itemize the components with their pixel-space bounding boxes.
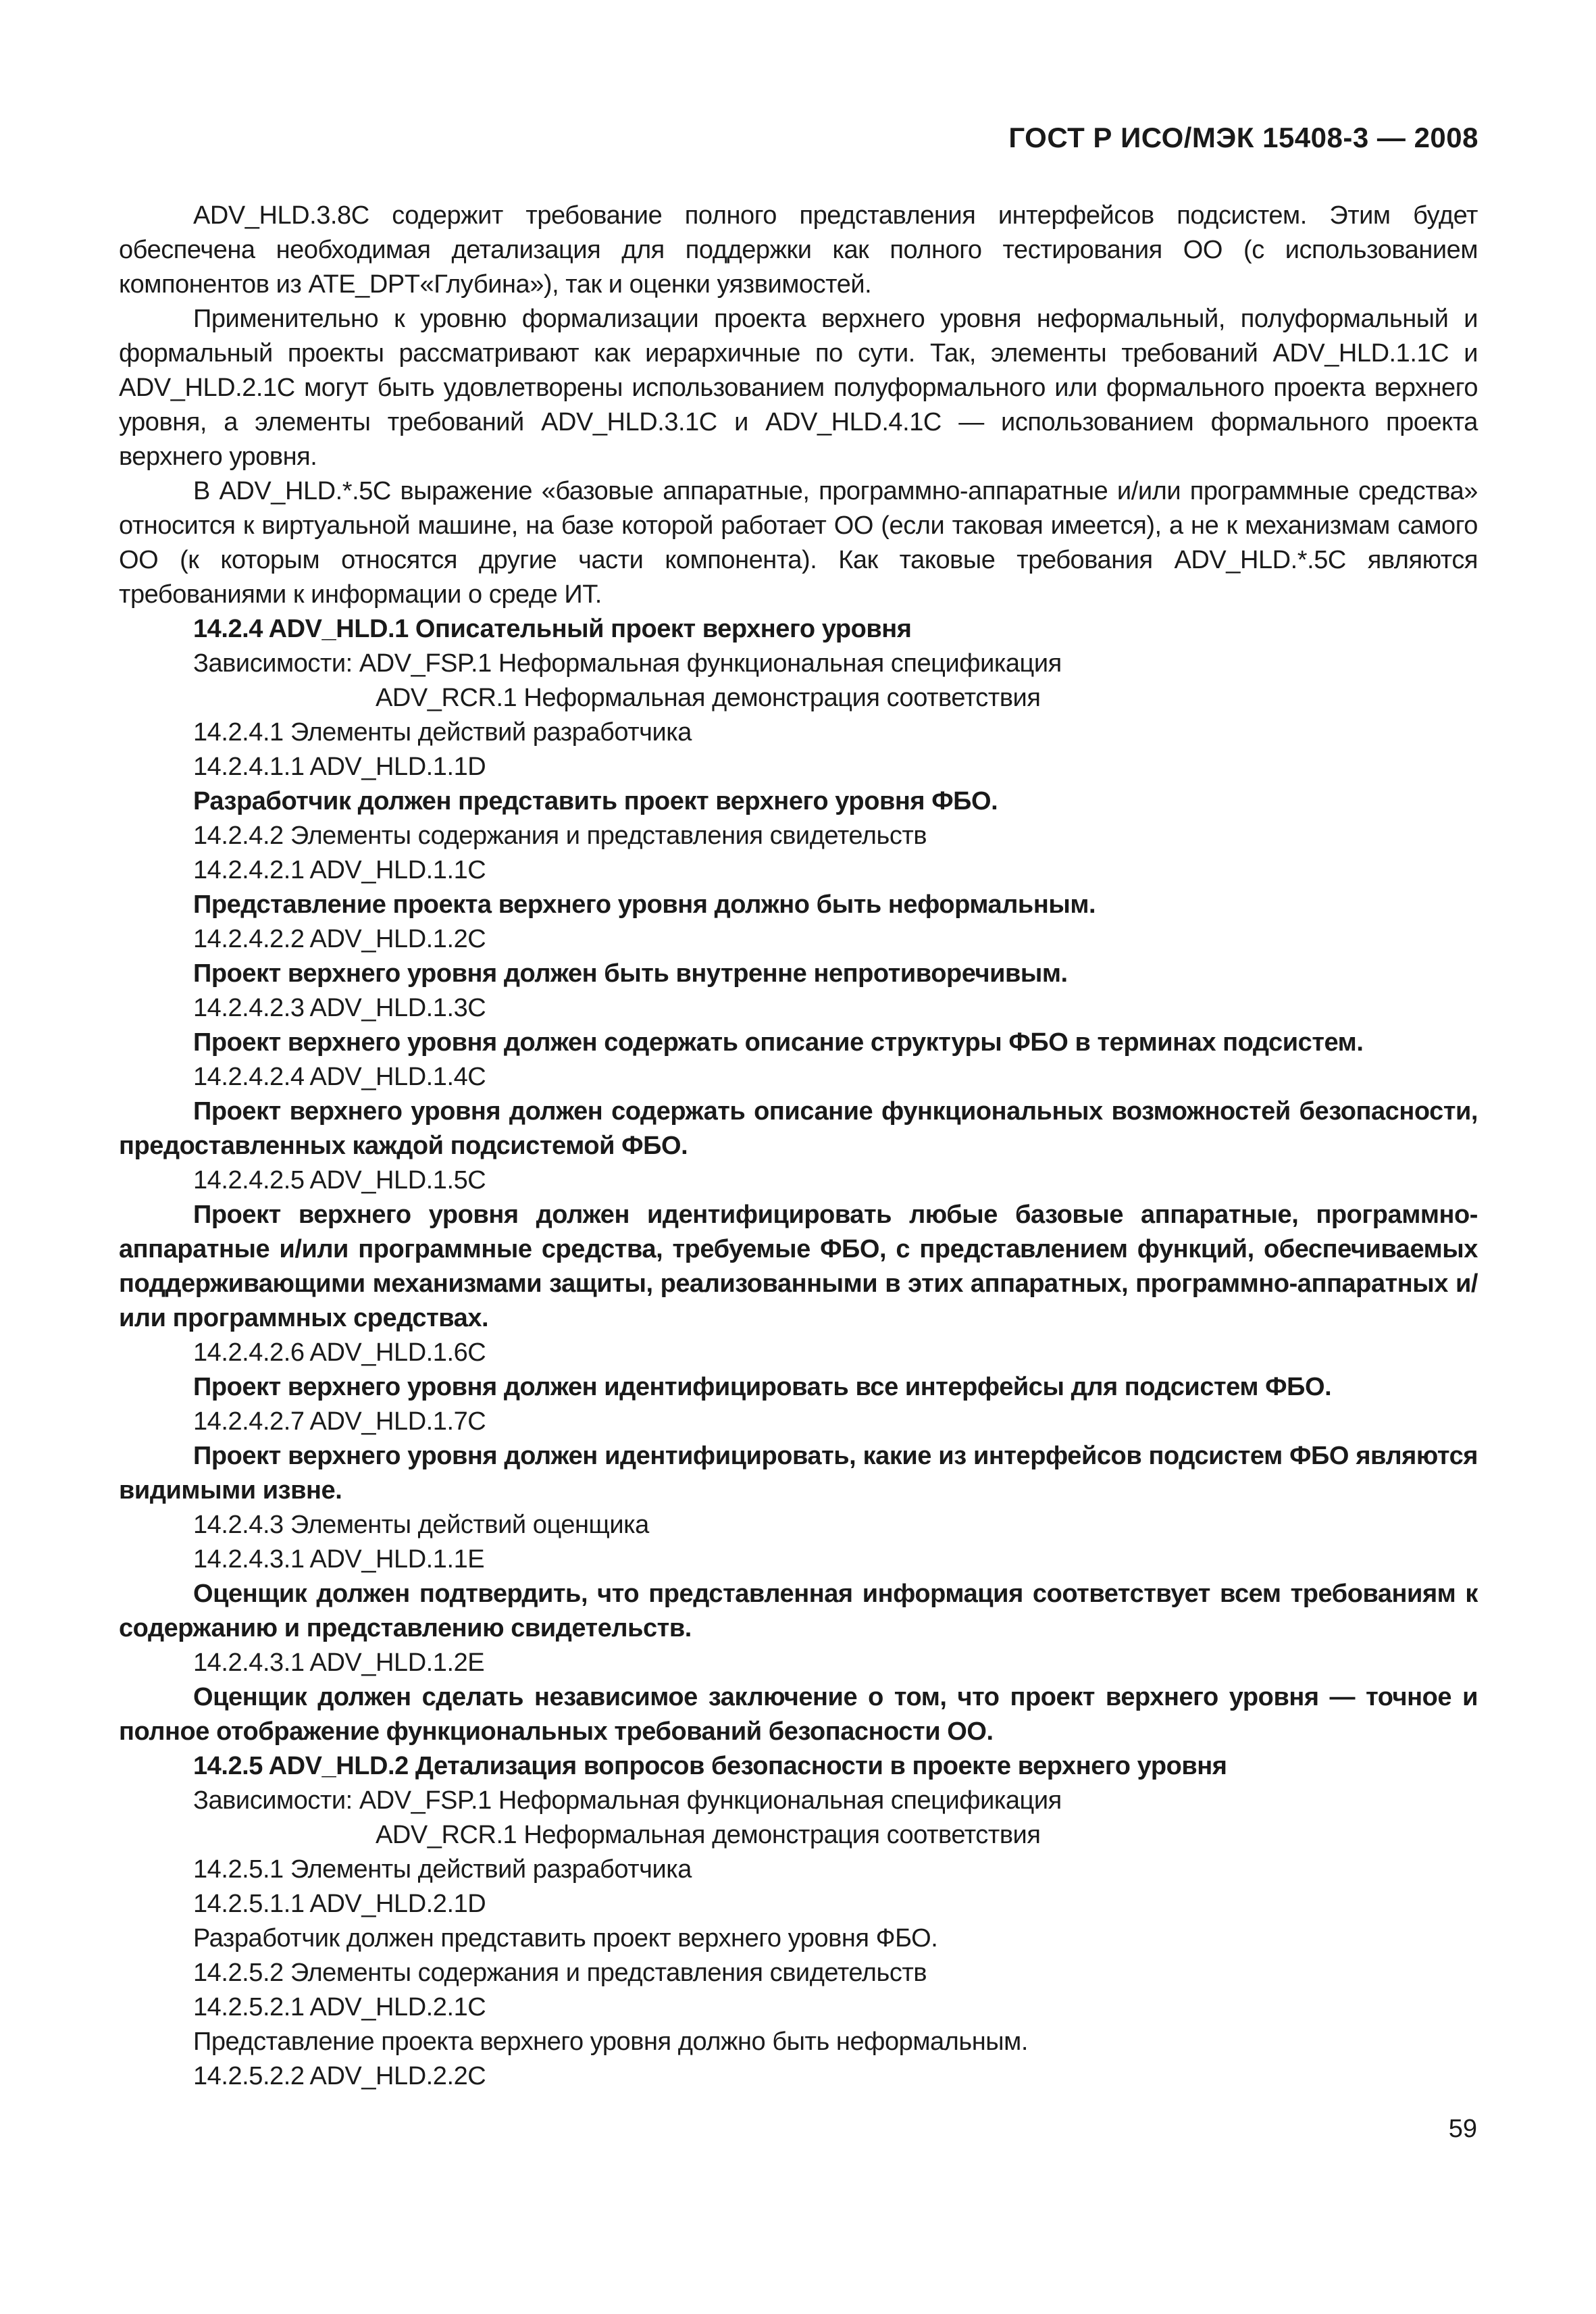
subsection-heading: 14.2.4.1 Элементы действий разработчика	[193, 718, 692, 747]
requirement-text: Проект верхнего уровня должен идентифицировать, какие из интерфейсов подсистем ФБО являются видимыми извне.	[119, 1442, 1478, 1505]
dependency-line: Зависимости: ADV_FSP.1 Неформальная функциональная спецификация	[193, 649, 1062, 678]
dependency-line: Зависимости: ADV_FSP.1 Неформальная функциональная спецификация	[193, 1786, 1062, 1815]
element-id: 14.2.4.2.3 ADV_HLD.1.3C	[193, 994, 486, 1022]
paragraph-hld-3-8c: ADV_HLD.3.8C содержит требование полного представления интерфейсов подсистем. Этим будет обеспечена необходимая детализация для поддержки как полного тестирования ОО (с использованием компонентов из ATE_DPT«Глубина»), так и оценки уязвимостей.	[119, 201, 1478, 299]
requirement-text: Разработчик должен представить проект верхнего уровня ФБО.	[193, 1924, 938, 1953]
element-id: 14.2.4.2.7 ADV_HLD.1.7C	[193, 1407, 486, 1436]
requirement-text: Проект верхнего уровня должен содержать описание структуры ФБО в терминах подсистем.	[193, 1028, 1364, 1057]
subsection-heading: 14.2.4.3 Элементы действий оценщика	[193, 1511, 649, 1539]
document-body	[119, 199, 1478, 2094]
element-id: 14.2.4.2.1 ADV_HLD.1.1C	[193, 856, 486, 884]
requirement-text: Представление проекта верхнего уровня должно быть неформальным.	[193, 890, 1096, 919]
element-id: 14.2.4.2.2 ADV_HLD.1.2C	[193, 925, 486, 953]
dependency-line: ADV_RCR.1 Неформальная демонстрация соответствия	[376, 1821, 1041, 1849]
requirement-text: Проект верхнего уровня должен содержать описание функциональных возможностей безопасности, предоставленных каждой подсистемой ФБО.	[119, 1097, 1478, 1160]
requirement-text: Оценщик должен сделать независимое заключение о том, что проект верхнего уровня — точное и полное отображение функциональных требований безопасности ОО.	[119, 1683, 1478, 1746]
subsection-heading: 14.2.5.1 Элементы действий разработчика	[193, 1855, 692, 1884]
requirement-text: Проект верхнего уровня должен быть внутренне непротиворечивым.	[193, 959, 1068, 988]
element-id: 14.2.4.2.4 ADV_HLD.1.4C	[193, 1063, 486, 1091]
section-heading-14-2-5: 14.2.5 ADV_HLD.2 Детализация вопросов безопасности в проекте верхнего уровня	[193, 1752, 1227, 1780]
subsection-heading: 14.2.5.2 Элементы содержания и представления свидетельств	[193, 1959, 927, 1987]
requirement-text: Представление проекта верхнего уровня должно быть неформальным.	[193, 2028, 1028, 2056]
element-id: 14.2.5.2.1 ADV_HLD.2.1C	[193, 1993, 486, 2021]
element-id: 14.2.4.2.5 ADV_HLD.1.5C	[193, 1166, 486, 1194]
element-id: 14.2.5.1.1 ADV_HLD.2.1D	[193, 1890, 486, 1918]
element-id: 14.2.5.2.2 ADV_HLD.2.2C	[193, 2062, 486, 2090]
subsection-heading: 14.2.4.2 Элементы содержания и представления свидетельств	[193, 822, 927, 850]
page-number: 59	[1448, 2115, 1477, 2143]
requirement-text: Проект верхнего уровня должен идентифицировать все интерфейсы для подсистем ФБО.	[193, 1373, 1332, 1401]
running-header: ГОСТ Р ИСО/МЭК 15408-3 — 2008	[1008, 122, 1478, 153]
element-id: 14.2.4.3.1 ADV_HLD.1.1E	[193, 1545, 485, 1574]
paragraph-formalization: Применительно к уровню формализации проекта верхнего уровня неформальный, полуформальный и формальный проекты рассматривают как иерархичные по сути. Так, элементы требований ADV_HLD.1.1C и ADV_HLD.2.1C могут быть удовлетворены использованием полуформального или формального проекта верхнего уровня, а элементы требований ADV_HLD.3.1C и ADV_HLD.4.1C — использованием формального проекта верхнего уровня.	[119, 305, 1478, 471]
dependency-line: ADV_RCR.1 Неформальная демонстрация соответствия	[376, 684, 1041, 712]
paragraph-base-hardware: В ADV_HLD.*.5C выражение «базовые аппаратные, программно-аппаратные и/или программные средства» относится к виртуальной машине, на базе которой работает ОО (если таковая имеется), а не к механизмам самого ОО (к которым относятся другие части компонента). Как таковые требования ADV_HLD.*.5C являются требованиями к информации о среде ИТ.	[119, 477, 1478, 609]
element-id: 14.2.4.3.1 ADV_HLD.1.2E	[193, 1649, 485, 1677]
requirement-text: Оценщик должен подтвердить, что представленная информация соответствует всем требованиям к содержанию и представлению свидетельств.	[119, 1580, 1478, 1642]
requirement-text: Проект верхнего уровня должен идентифицировать любые базовые аппаратные, программно-аппаратные и/или программные средства, требуемые ФБО, с представлением функций, обеспечиваемых поддерживающими механизмами защиты, реализованными в этих аппаратных, программно-аппаратных и/или программных средствах.	[119, 1201, 1478, 1332]
element-id: 14.2.4.1.1 ADV_HLD.1.1D	[193, 753, 486, 781]
requirement-text: Разработчик должен представить проект верхнего уровня ФБО.	[193, 787, 998, 815]
element-id: 14.2.4.2.6 ADV_HLD.1.6C	[193, 1338, 486, 1367]
section-heading-14-2-4: 14.2.4 ADV_HLD.1 Описательный проект верхнего уровня	[193, 615, 912, 643]
